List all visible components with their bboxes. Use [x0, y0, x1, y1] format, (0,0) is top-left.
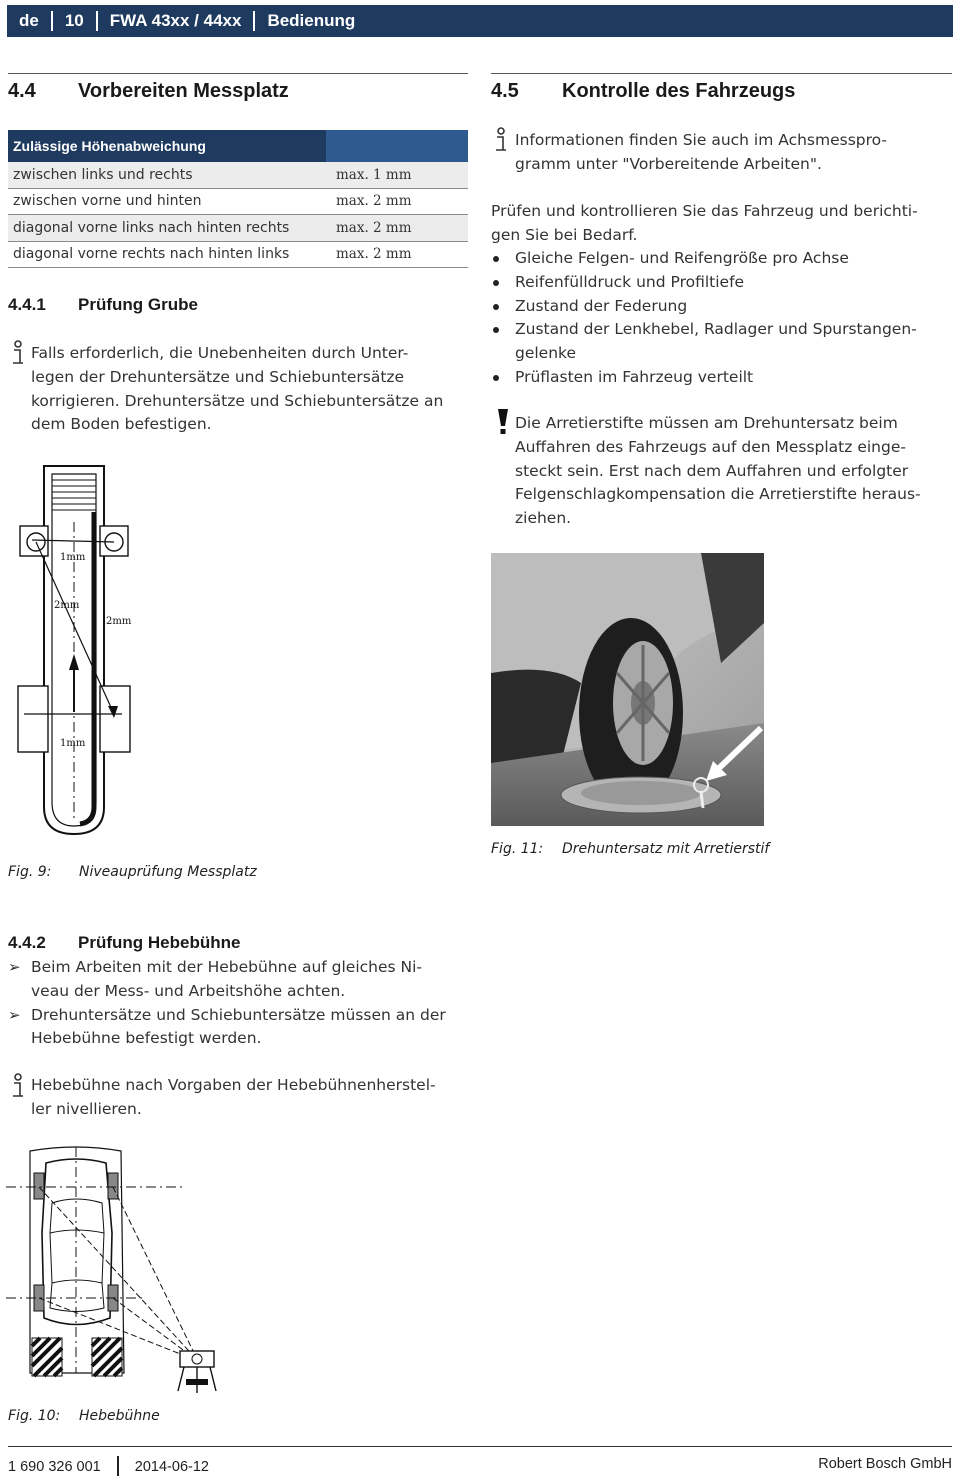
header-separator — [96, 11, 98, 31]
table-cell-value: max. 1 mm — [336, 166, 412, 183]
vehicle-check-list — [491, 247, 951, 390]
table-header-value-cell — [326, 130, 468, 162]
list-item: Gleiche Felgen- und Reifengröße pro Achse — [491, 247, 951, 271]
text-line: Falls erforderlich, die Unebenheiten durch Unter- — [31, 344, 409, 362]
table-cell-label: diagonal vorne links nach hinten rechts — [13, 219, 290, 236]
figure-label: Fig. 10: — [8, 1408, 61, 1424]
header-lang: de — [19, 11, 39, 30]
footer-separator — [117, 1456, 119, 1476]
arrow-bullet-icon: ➢ — [8, 958, 21, 976]
text-line: legen der Drehuntersätze und Schiebuntersätze — [31, 367, 405, 386]
section-4-4-1-heading — [8, 295, 198, 315]
figure-label: Fig. 11: — [491, 841, 544, 857]
section-number: 4.4 — [8, 80, 36, 102]
table-cell-value: max. 2 mm — [336, 219, 412, 236]
lift-steps — [8, 956, 478, 1051]
warning-icon — [493, 407, 513, 435]
page-header — [7, 5, 953, 37]
section-4-4-2-heading — [8, 933, 240, 953]
figure-label: Fig. 9: — [8, 864, 52, 880]
lift-diagram — [6, 1143, 236, 1398]
header-separator — [253, 11, 255, 31]
info-icon — [491, 127, 511, 153]
info-text-vehicle — [515, 129, 887, 177]
section-4-4-heading — [8, 80, 289, 103]
figure-11-caption — [491, 841, 769, 857]
document-date: 2014-06-12 — [134, 1459, 209, 1475]
text-line: steckt sein. Erst nach dem Auffahren und erfolgter — [515, 461, 909, 480]
table-cell-label: zwischen links und rechts — [13, 166, 193, 183]
text-line: Felgenschlagkompensation die Arretierstifte heraus- — [515, 485, 921, 504]
header-page-number: 10 — [64, 11, 84, 30]
list-item — [8, 956, 478, 1004]
section-number: 4.4.1 — [8, 295, 46, 314]
document-number: 1 690 326 001 — [8, 1459, 101, 1475]
text-line: Drehuntersätze und Schiebuntersätze müssen an der — [31, 1005, 446, 1024]
pit-level-diagram — [14, 462, 134, 842]
list-item — [8, 1004, 478, 1052]
header-product: FWA 43xx / 44xx — [109, 11, 242, 30]
figure-10-caption — [8, 1408, 160, 1424]
info-text-pit — [31, 342, 443, 437]
text-line: Auffahren des Fahrzeugs auf den Messplatz einge- — [515, 437, 906, 456]
table-cell-label: diagonal vorne rechts nach hinten links — [13, 246, 290, 263]
company-name: Robert Bosch GmbH — [818, 1456, 952, 1472]
figure-text: Hebebühne — [79, 1408, 160, 1424]
dimension-label: 1mm — [60, 552, 86, 563]
section-rule — [8, 73, 468, 74]
section-title: Prüfung Grube — [78, 295, 198, 314]
table-row — [8, 162, 468, 189]
list-item: Zustand der Lenkhebel, Radlager und Spurstangen- — [491, 318, 951, 342]
text-line: Beim Arbeiten mit der Hebebühne auf gleiches Ni- — [31, 958, 423, 976]
figure-text: Niveauprüfung Messplatz — [79, 864, 257, 880]
text-line: Informationen finden Sie auch im Achsmesspro- — [515, 131, 888, 149]
table-row — [8, 215, 468, 242]
header-section: Bedienung — [267, 11, 356, 30]
figure-text: Drehuntersatz mit Arretierstif — [562, 841, 770, 857]
height-deviation-table — [8, 130, 468, 268]
section-title: Kontrolle des Fahrzeugs — [562, 80, 796, 102]
list-item: Prüflasten im Fahrzeug verteilt — [491, 366, 951, 390]
text-line: gen Sie bei Bedarf. — [491, 225, 638, 244]
dimension-label: 1mm — [60, 738, 86, 749]
section-number: 4.5 — [491, 80, 519, 102]
section-rule — [491, 73, 952, 74]
turntable-photo — [491, 553, 764, 826]
vehicle-check-intro — [491, 200, 918, 248]
figure-9-caption — [8, 864, 257, 880]
text-line: Prüfen und kontrollieren Sie das Fahrzeug und berichti- — [491, 202, 918, 220]
text-line: Hebebühne nach Vorgaben der Hebebühnenherstel- — [31, 1076, 436, 1094]
table-row — [8, 242, 468, 269]
list-item-continuation: gelenke — [515, 344, 577, 363]
table-header — [8, 130, 468, 162]
table-cell-label: zwischen vorne und hinten — [13, 193, 202, 210]
dimension-label: 2mm — [106, 616, 132, 627]
arrow-bullet-icon: ➢ — [8, 1005, 21, 1024]
dimension-label: 2mm — [54, 600, 80, 611]
text-line: korrigieren. Drehuntersätze und Schiebuntersätze an — [31, 391, 444, 410]
page-footer — [8, 1456, 952, 1476]
section-4-5-heading — [491, 80, 795, 103]
info-text-lift — [31, 1074, 436, 1122]
table-row — [8, 189, 468, 216]
warning-text — [515, 412, 921, 531]
header-separator — [51, 11, 53, 31]
section-title: Prüfung Hebebühne — [78, 933, 241, 952]
table-header-label: Zulässige Höhenabweichung — [13, 138, 206, 154]
text-line: veau der Mess- und Arbeitshöhe achten. — [31, 981, 346, 1000]
list-item: Reifenfülldruck und Profiltiefe — [491, 271, 951, 295]
text-line: Die Arretierstifte müssen am Drehuntersatz beim — [515, 414, 898, 432]
section-number: 4.4.2 — [8, 933, 46, 952]
list-item: Zustand der Federung — [491, 295, 951, 319]
text-line: dem Boden befestigen. — [31, 415, 212, 434]
info-icon — [8, 340, 28, 366]
info-icon — [8, 1073, 28, 1099]
text-line: gramm unter "Vorbereitende Arbeiten". — [515, 154, 822, 173]
text-line: ziehen. — [515, 509, 572, 528]
table-cell-value: max. 2 mm — [336, 246, 412, 263]
section-title: Vorbereiten Messplatz — [78, 80, 289, 102]
text-line: ler nivellieren. — [31, 1099, 142, 1118]
table-cell-value: max. 2 mm — [336, 193, 412, 210]
text-line: Hebebühne befestigt werden. — [31, 1029, 262, 1048]
footer-rule — [8, 1446, 952, 1447]
